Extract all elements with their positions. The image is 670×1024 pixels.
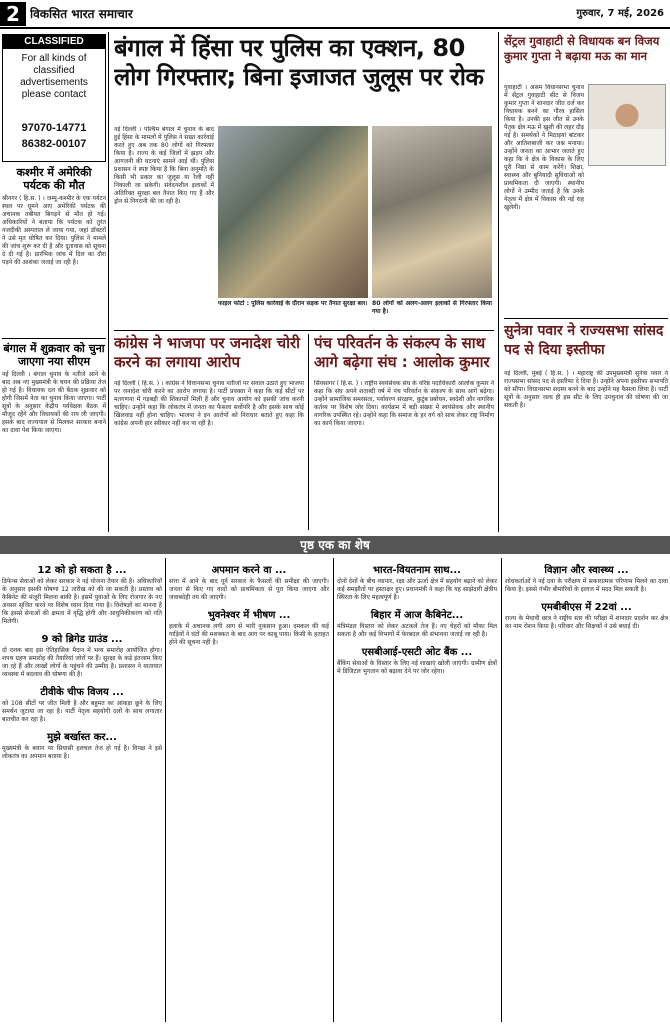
masthead bbox=[0, 0, 670, 30]
story-headline: बंगाल में शुक्रवार को चुना जाएगा नया सीएम bbox=[3, 342, 105, 368]
story-body: नई दिल्ली । बंगाल चुनाव के नतीजे आने के बाद अब नए मुख्यमंत्री के चयन की प्रक्रिया तेज हो गई है। विधायक दल की बैठक शुक्रवार को होगी जिसमें नेता का चुनाव किया जाएगा। पार्टी सूत्रों के अनुसार केंद्रीय पर्यवेक्षक बैठक में मौजूद रहेंगे और विधायकों की राय ली जाएगी। इसके बाद राज्यपाल से मिलकर सरकार बनाने का दावा पेश किया जाएगा। bbox=[2, 371, 106, 434]
lead-photo-caption: फाइल फोटो : पुलिस कार्रवाई के दौरान सड़क पर तैनात सुरक्षा बल। bbox=[218, 300, 368, 307]
story-body: इलाके में अचानक लगी आग से भारी नुकसान हुआ। दमकल की कई गाड़ियों ने घंटों की मशक्कत के बाद आग पर काबू पाया। किसी के हताहत होने की सूचना नहीं है। bbox=[169, 623, 329, 646]
bottom-col-3 bbox=[337, 560, 497, 1020]
right-body-1: गुवाहाटी । असम विधानसभा चुनाव में सेंट्रल गुवाहाटी सीट से विजय कुमार गुप्ता ने शानदार जीत दर्ज कर विधायक बनने का गौरव हासिल किया है। उनकी इस जीत से उनके पैतृक क्षेत्र मऊ में खुशी की लहर दौड़ गई है। समर्थकों ने मिठाइयां बांटकर और आतिशबाजी कर जश्न मनाया। उन्होंने जनता का आभार जताते हुए कहा कि वे क्षेत्र के विकास के लिए पूरी निष्ठा से काम करेंगे। शिक्षा, स्वास्थ्य और बुनियादी सुविधाओं को प्राथमिकता दी जाएगी। स्थानीय लोगों ने उम्मीद जताई है कि उनके नेतृत्व में क्षेत्र में विकास की नई राह खुलेगी। bbox=[504, 84, 584, 211]
column-rule bbox=[498, 32, 499, 532]
issue-date: गुरुवार, 7 मई, 2026 bbox=[576, 8, 664, 19]
story-headline: विज्ञान और स्वास्थ्य ... bbox=[544, 565, 629, 576]
story-body: शोधकर्ताओं ने नई दवा के परीक्षण में सकारात्मक परिणाम मिलने का दावा किया है। इससे गंभीर बीमारियों के इलाज में मदद मिल सकती है। bbox=[505, 578, 668, 593]
divider bbox=[2, 338, 106, 339]
page-number: 2 bbox=[0, 2, 26, 26]
classified-text bbox=[3, 53, 105, 101]
story-body: राज्य के मेधावी छात्र ने राष्ट्रीय स्तर की परीक्षा में शानदार प्रदर्शन कर क्षेत्र का नाम रोशन किया है। परिवार और शिक्षकों ने उसे बधाई दी। bbox=[505, 615, 668, 630]
classified-line: advertisements bbox=[20, 77, 88, 88]
left-story-2 bbox=[2, 342, 106, 522]
classified-line: For all kinds of bbox=[21, 53, 87, 64]
story-headline: भारत-वियतनाम साथ... bbox=[373, 565, 461, 576]
story-body: मंत्रिमंडल विस्तार को लेकर अटकलें तेज हैं। नए चेहरों को मौका मिल सकता है और कई विभागों में फेरबदल की संभावना जताई जा रही है। bbox=[337, 623, 497, 638]
story-body: मुख्यमंत्री के बयान पर सियासी हलचल तेज हो गई है। विपक्ष ने इसे लोकतंत्र का अपमान बताया है। bbox=[2, 745, 162, 760]
bottom-col-1 bbox=[2, 560, 162, 1020]
sangh-body: सिवसागर ( हि.स. ) । राष्ट्रीय स्वयंसेवक संघ के वरिष्ठ पदाधिकारी आलोक कुमार ने कहा कि संघ अपने शताब्दी वर्ष में पंच परिवर्तन के संकल्प के साथ आगे बढ़ेगा। उन्होंने सामाजिक समरसता, पर्यावरण संरक्षण, कुटुंब प्रबोधन, स्वदेशी और नागरिक कर्तव्य पर विशेष जोर दिया। कार्यक्रम में बड़ी संख्या में स्वयंसेवक और स्थानीय नागरिक उपस्थित रहे। उन्होंने कहा कि समाज के हर वर्ग को साथ लेकर राष्ट्र निर्माण का कार्य किया जाएगा। bbox=[314, 380, 494, 427]
column-rule bbox=[165, 558, 166, 1022]
lead-photo-2 bbox=[372, 126, 492, 298]
story-body: दो दशक बाद इस ऐतिहासिक मैदान में भव्य समारोह आयोजित होगा। शपथ ग्रहण समारोह की तैयारियां जोरों पर हैं। सुरक्षा के कड़े इंतजाम किए जा रहे हैं और लाखों लोगों के पहुंचने की उम्मीद है। प्रशासन ने यातायात व्यवस्था में बदलाव की घोषणा की है। bbox=[2, 647, 162, 678]
congress-headline: कांग्रेस ने भाजपा पर जनादेश चोरी करने का लगाया आरोप bbox=[114, 334, 300, 371]
classified-box bbox=[2, 34, 106, 162]
story-headline: अपमान करने वा ... bbox=[211, 565, 287, 576]
story-body: को 108 सीटों पर जीत मिली है और बहुमत का आंकड़ा छूने के लिए समर्थन जुटाया जा रहा है। पार्टी नेतृत्व सहयोगी दलों के साथ लगातार बातचीत कर रहा है। bbox=[2, 700, 162, 723]
lead-body-col-1: नई दिल्ली । पश्चिम बंगाल में चुनाव के बाद हुई हिंसा के मामलों में पुलिस ने सख्त कार्रवाई करते हुए अब तक 80 लोगों को गिरफ्तार किया है। राज्य के कई जिलों में झड़प और आगजनी की घटनाएं सामने आई थीं। पुलिस प्रशासन ने स्पष्ट किया है कि बिना अनुमति के किसी भी प्रकार का जुलूस या रैली नहीं निकाली जा सकेगी। संवेदनशील इलाकों में अतिरिक्त सुरक्षा बल तैनात किए गए हैं और ड्रोन से निगरानी की जा रही है। bbox=[114, 126, 214, 205]
story-headline: टीवीके चीफ विजय ... bbox=[40, 687, 124, 698]
story-headline: मुझे बर्खास्त कर... bbox=[47, 732, 117, 743]
story-headline: बिहार में आज कैबिनेट... bbox=[370, 610, 464, 621]
story-headline: भुवनेश्वर में भीषण ... bbox=[207, 610, 291, 621]
story-headline: एमबीबीएस में 22वां ... bbox=[541, 602, 632, 613]
story-body: दोनों देशों के बीच व्यापार, रक्षा और ऊर्जा क्षेत्र में सहयोग बढ़ाने को लेकर कई समझौतों पर हस्ताक्षर हुए। प्रधानमंत्री ने कहा कि यह साझेदारी क्षेत्रीय स्थिरता के लिए महत्वपूर्ण है। bbox=[337, 578, 497, 601]
mla-photo bbox=[588, 84, 666, 166]
congress-body: नई दिल्ली ( हि.स. ) । कांग्रेस ने विधानसभा चुनाव नतीजों पर सवाल उठाते हुए भाजपा पर जनादेश चोरी करने का आरोप लगाया है। पार्टी प्रवक्ता ने कहा कि कई सीटों पर मतगणना में गड़बड़ी की शिकायतें मिली हैं और चुनाव आयोग को इसकी जांच करनी चाहिए। उन्होंने कहा कि लोकतंत्र में जनता का फैसला सर्वोपरि है और इसके साथ कोई खिलवाड़ नहीं होना चाहिए। भाजपा ने इन आरोपों को निराधार बताते हुए कहा कि कांग्रेस अपनी हार स्वीकार नहीं कर पा रही है। bbox=[114, 380, 304, 427]
story-body: बैंकिंग सेवाओं के विस्तार के लिए नई शाखाएं खोली जाएंगी। ग्रामीण क्षेत्रों में डिजिटल भुगतान को बढ़ावा देने पर जोर रहेगा। bbox=[337, 660, 497, 675]
story-headline: 12 को हो सकता है ... bbox=[37, 565, 127, 576]
sangh-headline: पंच परिवर्तन के संकल्प के साथ आगे बढ़ेगा संघ : आलोक कुमार bbox=[314, 334, 490, 371]
classified-phone-1: 97070-14771 bbox=[21, 122, 87, 134]
bottom-col-4 bbox=[505, 560, 668, 1020]
divider bbox=[114, 330, 494, 331]
story-headline: 9 को ब्रिगेड ग्राउंड ... bbox=[41, 634, 123, 645]
lead-photo bbox=[218, 126, 368, 298]
story-headline: कश्मीर में अमेरिकी पर्यटक की मौत bbox=[16, 166, 92, 192]
masthead-rule bbox=[0, 27, 670, 29]
left-story-1 bbox=[2, 166, 106, 336]
right-headline-2: सुनेत्रा पवार ने राज्यसभा सांसद पद से दिया इस्तीफा bbox=[504, 323, 664, 358]
lead-caption-2: 80 लोगों को अलग-अलग इलाकों से गिरफ्तार किया गया है। bbox=[372, 300, 492, 315]
story-body: सत्ता में आने के बाद पूर्व सरकार के फैसलों की समीक्षा की जाएगी। जनता से किए गए वादों को प्राथमिकता से पूरा किया जाएगा और जवाबदेही तय की जाएगी। bbox=[169, 578, 329, 601]
column-rule bbox=[333, 558, 334, 1022]
right-headline-1: सेंट्रल गुवाहाटी से विधायक बन विजय कुमार गुप्ता ने बढ़ाया मऊ का मान bbox=[504, 34, 660, 63]
column-rule bbox=[308, 334, 309, 530]
classified-phone-2: 86382-00107 bbox=[21, 138, 87, 150]
section-banner: पृष्ठ एक का शेष bbox=[0, 536, 670, 554]
column-rule bbox=[108, 32, 109, 532]
classified-line: please contact bbox=[21, 89, 87, 100]
right-body-2: नई दिल्ली, मुंबई ( हि.स. ) । महाराष्ट्र की उपमुख्यमंत्री सुनेत्रा पवार ने राज्यसभा सांसद पद से इस्तीफा दे दिया है। उन्होंने अपना इस्तीफा सभापति को सौंपा। विधानसभा सदस्य बनने के बाद उन्होंने यह फैसला लिया है। पार्टी सूत्रों के अनुसार जल्द ही इस सीट के लिए उपचुनाव की घोषणा की जा सकती है। bbox=[504, 370, 668, 409]
bottom-col-2 bbox=[169, 560, 329, 1020]
story-headline: एसबीआई-एसटी ओट बैंक ... bbox=[361, 647, 473, 658]
classified-title: CLASSIFIED bbox=[3, 35, 105, 49]
divider bbox=[504, 318, 668, 319]
story-body: डिफेन्स सेवाओं को लेकर सरकार ने नई योजना तैयार की है। अधिकारियों के अनुसार इसकी घोषणा 12 तारीख को की जा सकती है। प्रस्ताव को कैबिनेट की मंजूरी मिलना बाकी है। इसमें युवाओं के लिए रोजगार के नए अवसर सृजित करने पर विशेष ध्यान दिया गया है। विशेषज्ञों का मानना है कि इससे सेनाओं की क्षमता में वृद्धि होगी और आधुनिकीकरण को गति मिलेगी। bbox=[2, 578, 162, 625]
classified-line: classified bbox=[33, 65, 75, 76]
lead-headline: बंगाल में हिंसा पर पुलिस का एक्शन, 80 लोग गिरफ्तार; बिना इजाजत जुलूस पर रोक bbox=[114, 34, 484, 91]
column-rule bbox=[501, 558, 502, 1022]
paper-name: विकसित भारत समाचार bbox=[30, 7, 133, 21]
story-body: श्रीनगर ( हि.स. ) । जम्मू-कश्मीर के एक पर्यटन स्थल पर घूमने आए अमेरिकी पर्यटक की अचानक तबीयत बिगड़ने से मौत हो गई। अधिकारियों ने बताया कि पर्यटक को तुरंत नजदीकी अस्पताल ले जाया गया, जहां डॉक्टरों ने उसे मृत घोषित कर दिया। पुलिस ने मामले की जांच शुरू कर दी है और दूतावास को सूचना दे दी गई है। प्रारंभिक जांच में दिल का दौरा पड़ने की आशंका जताई जा रही है। bbox=[2, 195, 106, 266]
